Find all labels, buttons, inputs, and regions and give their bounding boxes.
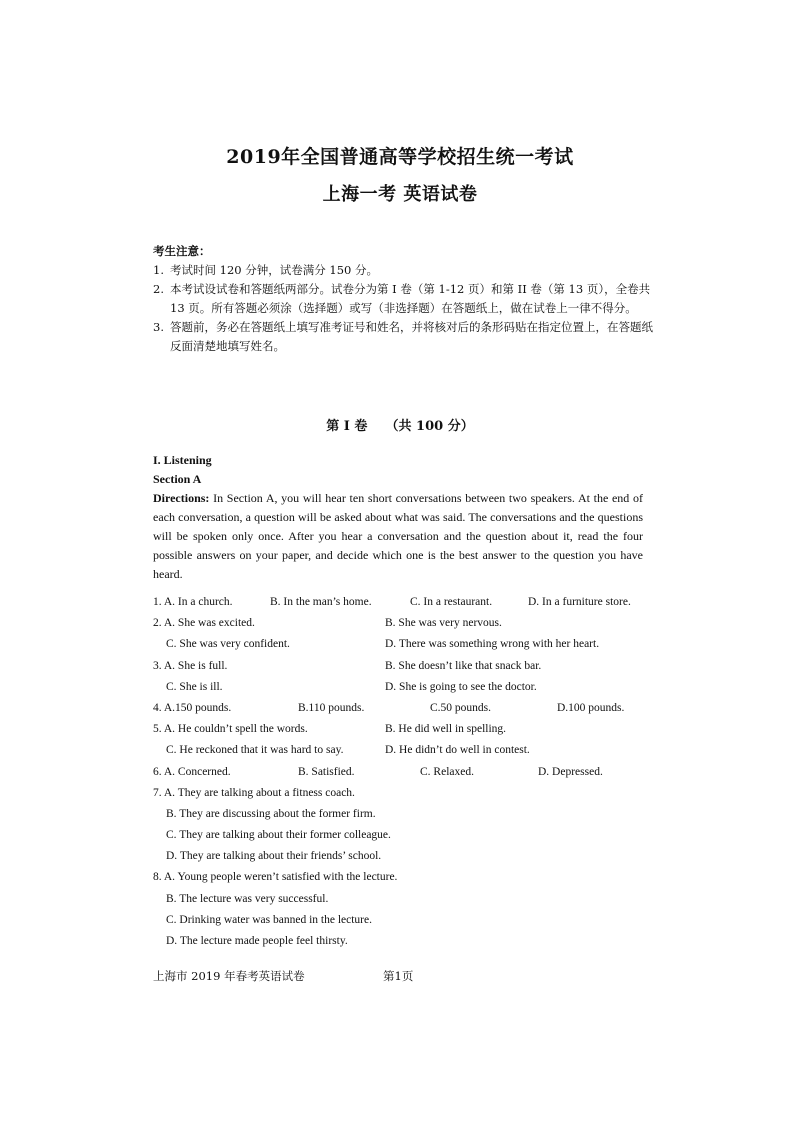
option-a: 1. A. In a church. (153, 596, 233, 608)
notice-heading: 考生注意： (153, 244, 211, 258)
notice-item-number: 3. (153, 320, 164, 334)
part-one-title: 第 I 卷 （共 100 分） (326, 419, 474, 434)
option-b: B. He did well in spelling. (385, 723, 507, 736)
question-line (153, 681, 643, 702)
option-b: B. The lecture was very successful. (166, 892, 329, 905)
question-line (153, 617, 643, 638)
question-line (153, 914, 643, 935)
option-b: B.110 pounds. (298, 701, 365, 714)
option-d: D. The lecture made people feel thirsty. (166, 935, 348, 947)
option-d: D. Depressed. (538, 765, 603, 778)
option-d: D. There was something wrong with her heart. (385, 638, 600, 651)
option-a: 2. A. She was excited. (153, 617, 255, 630)
option-b: B. She was very nervous. (385, 617, 502, 630)
question-line (153, 660, 643, 681)
option-c: C. She is ill. (166, 680, 223, 693)
notice-item-text: 考试时间 120 分钟，试卷满分 150 分。 (170, 263, 379, 277)
question-line (153, 766, 643, 787)
question-line (153, 829, 643, 850)
option-a: 4. A.150 pounds. (153, 701, 232, 714)
option-a: 5. A. He couldn’t spell the words. (153, 723, 308, 736)
option-c: C. They are talking about their former colleague. (166, 829, 391, 842)
question-line (153, 850, 643, 871)
option-d: D. She is going to see the doctor. (385, 680, 537, 693)
section-heading: I. Listening (153, 453, 212, 467)
question-list (153, 596, 643, 956)
option-c: C. Relaxed. (420, 765, 474, 778)
option-c: C.50 pounds. (430, 701, 492, 714)
option-a: 3. A. She is full. (153, 659, 228, 672)
option-a: 8. A. Young people weren’t satisfied with the lecture. (153, 871, 398, 884)
question-line (153, 744, 643, 765)
option-b: B. She doesn’t like that snack bar. (385, 659, 542, 672)
question-line (153, 871, 643, 892)
notice-item-number: 2. (153, 282, 164, 296)
notice-item-number: 1. (153, 263, 164, 277)
option-b: B. Satisfied. (298, 765, 355, 778)
question-line (153, 702, 643, 723)
notice-item (153, 280, 653, 318)
option-b: B. In the man’s home. (270, 596, 372, 608)
option-a: 7. A. They are talking about a fitness coach. (153, 786, 355, 799)
listening-section (153, 451, 643, 584)
page-number: 第1页 (383, 969, 414, 983)
directions-label: Directions: (153, 491, 210, 505)
option-a: 6. A. Concerned. (153, 765, 231, 778)
question-line (153, 893, 643, 914)
directions-text: In Section A, you will hear ten short conversations between two speakers. At the end of each conversation, a question will be asked about what was said. The conversations and the questions will be spoken only once. After you hear a conversation and the question about it, read the four possible answers on your paper, and decide which one is the best answer to the question you have heard. (153, 491, 643, 581)
option-d: D. He didn’t do well in contest. (385, 744, 530, 757)
option-d: D.100 pounds. (557, 701, 625, 714)
section-subheading: Section A (153, 472, 202, 486)
notice-item (153, 261, 653, 280)
notice-item (153, 318, 653, 356)
option-b: B. They are discussing about the former firm. (166, 807, 376, 820)
notice-item-text: 答题前，务必在答题纸上填写准考证号和姓名，并将核对后的条形码贴在指定位置上，在答题纸反面清楚地填写姓名。 (170, 320, 653, 353)
question-line (153, 723, 643, 744)
notice-item-text: 本考试设试卷和答题纸两部分。试卷分为第 I 卷（第 1-12 页）和第 II 卷（第 13 页），全卷共 13 页。所有答题必须涂（选择题）或写（非选择题）在答题纸上，做在试卷上一律不得分。 (170, 282, 651, 315)
option-d: D. In a furniture store. (528, 596, 631, 608)
exam-subtitle: 上海一考 英语试卷 (322, 184, 478, 205)
option-c: C. In a restaurant. (410, 596, 493, 608)
option-c: C. She was very confident. (166, 638, 290, 651)
option-c: C. He reckoned that it was hard to say. (166, 744, 344, 757)
option-d: D. They are talking about their friends’ school. (166, 850, 382, 863)
exam-title: 2019年全国普通高等学校招生统一考试 (226, 146, 574, 168)
question-line (153, 808, 643, 829)
candidate-notice (153, 242, 653, 356)
question-line (153, 596, 643, 617)
option-c: C. Drinking water was banned in the lecture. (166, 913, 372, 926)
question-line (153, 638, 643, 659)
directions-paragraph (153, 489, 643, 584)
question-line (153, 935, 643, 956)
footer-label: 上海市 2019 年春考英语试卷 (153, 969, 305, 983)
question-line (153, 787, 643, 808)
